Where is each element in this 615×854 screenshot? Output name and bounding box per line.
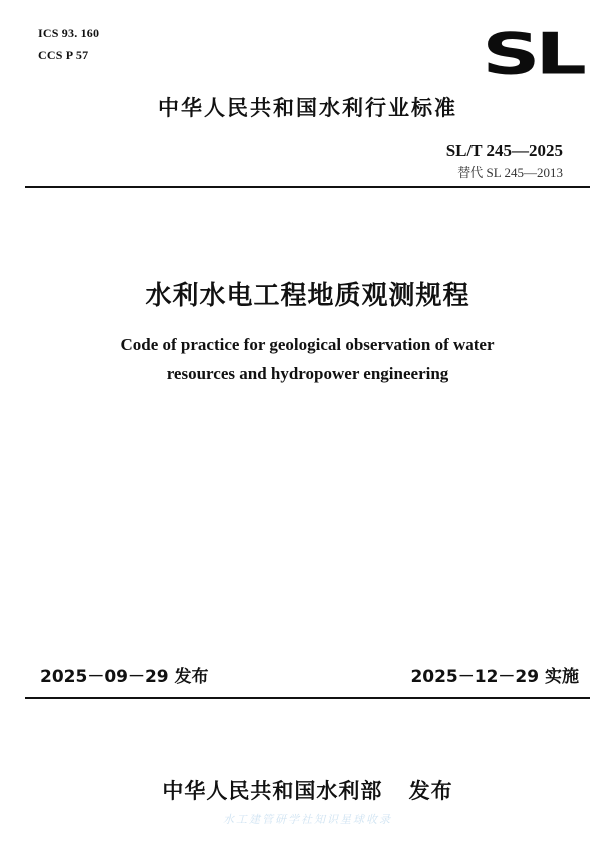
title-english-line-2: resources and hydropower engineering <box>166 364 449 383</box>
effective-date: 2025－12－29 实施 <box>410 667 579 687</box>
standard-type: 中华人民共和国水利行业标准 <box>158 96 457 120</box>
ccs-code: CCS P 57 <box>38 48 89 62</box>
issue-date: 2025－09－29 发布 <box>40 667 209 687</box>
top-divider <box>25 186 590 188</box>
title-chinese: 水利水电工程地质观测规程 <box>145 281 470 311</box>
replaces-standard: 替代 SL 245—2013 <box>457 165 563 180</box>
ics-code: ICS 93. 160 <box>38 26 100 40</box>
issuing-authority: 中华人民共和国水利部 发布 <box>162 779 453 803</box>
watermark: 水工建管研学社知识星球收录 <box>223 813 392 826</box>
standard-number: SL/T 245—2025 <box>445 141 563 160</box>
sl-logo: SL <box>481 21 581 88</box>
title-english-line-1: Code of practice for geological observation of water <box>120 335 495 354</box>
bottom-divider <box>25 697 590 699</box>
title-english <box>60 330 555 388</box>
